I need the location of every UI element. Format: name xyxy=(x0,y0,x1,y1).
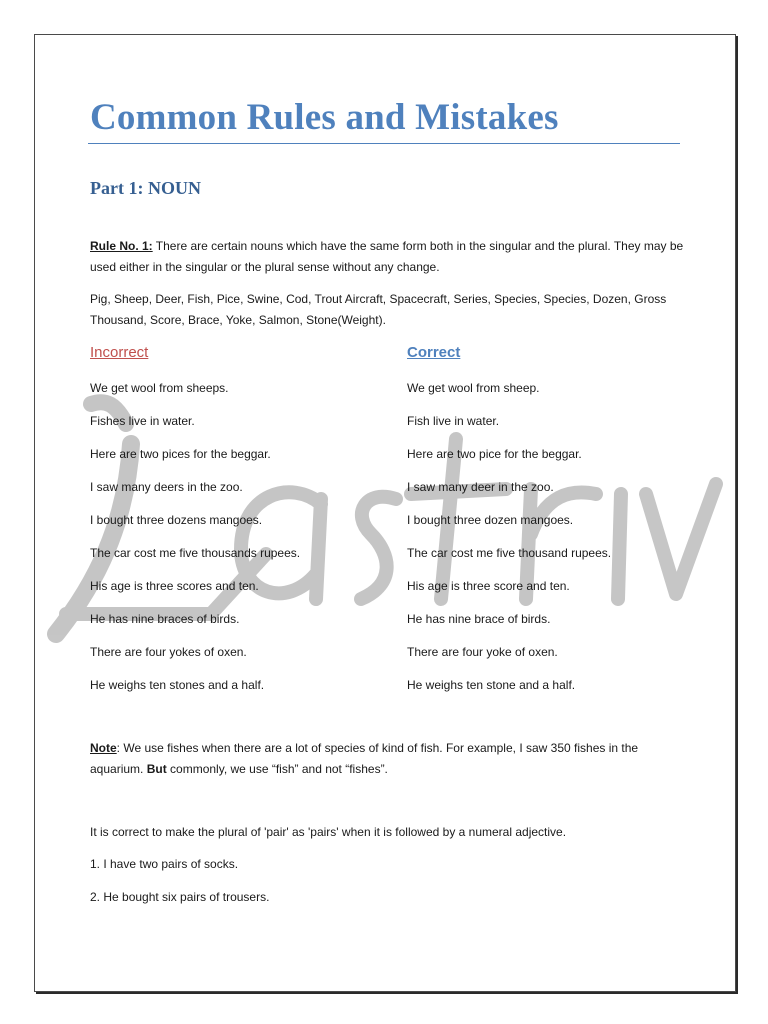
correct-sentence: Here are two pice for the beggar. xyxy=(407,447,582,461)
incorrect-sentence: I saw many deers in the zoo. xyxy=(90,480,243,494)
correct-sentence: The car cost me five thousand rupees. xyxy=(407,546,612,560)
rule-label: Rule No. 1: xyxy=(90,239,153,253)
part-heading: Part 1: NOUN xyxy=(90,178,201,198)
title-underline xyxy=(88,143,680,144)
pair-rule-paragraph: It is correct to make the plural of 'pair' as 'pairs' when it is followed by a numeral adjective. xyxy=(90,825,567,839)
correct-sentence: We get wool from sheep. xyxy=(407,381,540,395)
incorrect-sentence: There are four yokes of oxen. xyxy=(90,645,247,659)
incorrect-sentence: He has nine braces of birds. xyxy=(90,612,240,626)
pair-example: 1. I have two pairs of socks. xyxy=(90,857,239,871)
examples-paragraph: Pig, Sheep, Deer, Fish, Pice, Swine, Cod, Trout Aircraft, Spacecraft, Series, Species, Species, Dozen, Gross Thousand, Score, Brace, Yoke, Salmon, Stone(Weight). xyxy=(90,292,667,327)
incorrect-sentence: I bought three dozens mangoes. xyxy=(90,513,263,527)
incorrect-sentence: We get wool from sheeps. xyxy=(90,381,229,395)
incorrect-sentence: He weighs ten stones and a half. xyxy=(90,678,265,692)
rule-text: There are certain nouns which have the same form both in the singular and the plural. They may be used either in the singular or the plural sense without any change. xyxy=(90,239,684,274)
correct-sentence: I bought three dozen mangoes. xyxy=(407,513,574,527)
note-paragraph xyxy=(90,738,690,780)
incorrect-column-heading: Incorrect xyxy=(90,344,149,361)
pair-example: 2. He bought six pairs of trousers. xyxy=(90,890,270,904)
incorrect-sentence: Here are two pices for the beggar. xyxy=(90,447,271,461)
page-title: Common Rules and Mistakes xyxy=(90,97,559,138)
correct-sentence: His age is three score and ten. xyxy=(407,579,570,593)
correct-sentence: He has nine brace of birds. xyxy=(407,612,551,626)
correct-column-heading: Correct xyxy=(407,344,461,361)
note-text-end: commonly, we use “fish” and not “fishes”. xyxy=(166,762,388,776)
note-text: : We use fishes when there are a lot of species of kind of fish. For example, I saw 350 fishes in the aquarium. xyxy=(90,741,639,776)
incorrect-sentence: Fishes live in water. xyxy=(90,414,195,428)
correct-sentence: He weighs ten stone and a half. xyxy=(407,678,576,692)
correct-sentence: I saw many deer in the zoo. xyxy=(407,480,554,494)
correct-sentence: Fish live in water. xyxy=(407,414,500,428)
incorrect-sentence: The car cost me five thousands rupees. xyxy=(90,546,301,560)
rule-paragraph xyxy=(90,236,690,278)
correct-sentence: There are four yoke of oxen. xyxy=(407,645,558,659)
incorrect-sentence: His age is three scores and ten. xyxy=(90,579,259,593)
note-label: Note xyxy=(90,741,117,755)
note-emphasis: But xyxy=(146,762,167,776)
